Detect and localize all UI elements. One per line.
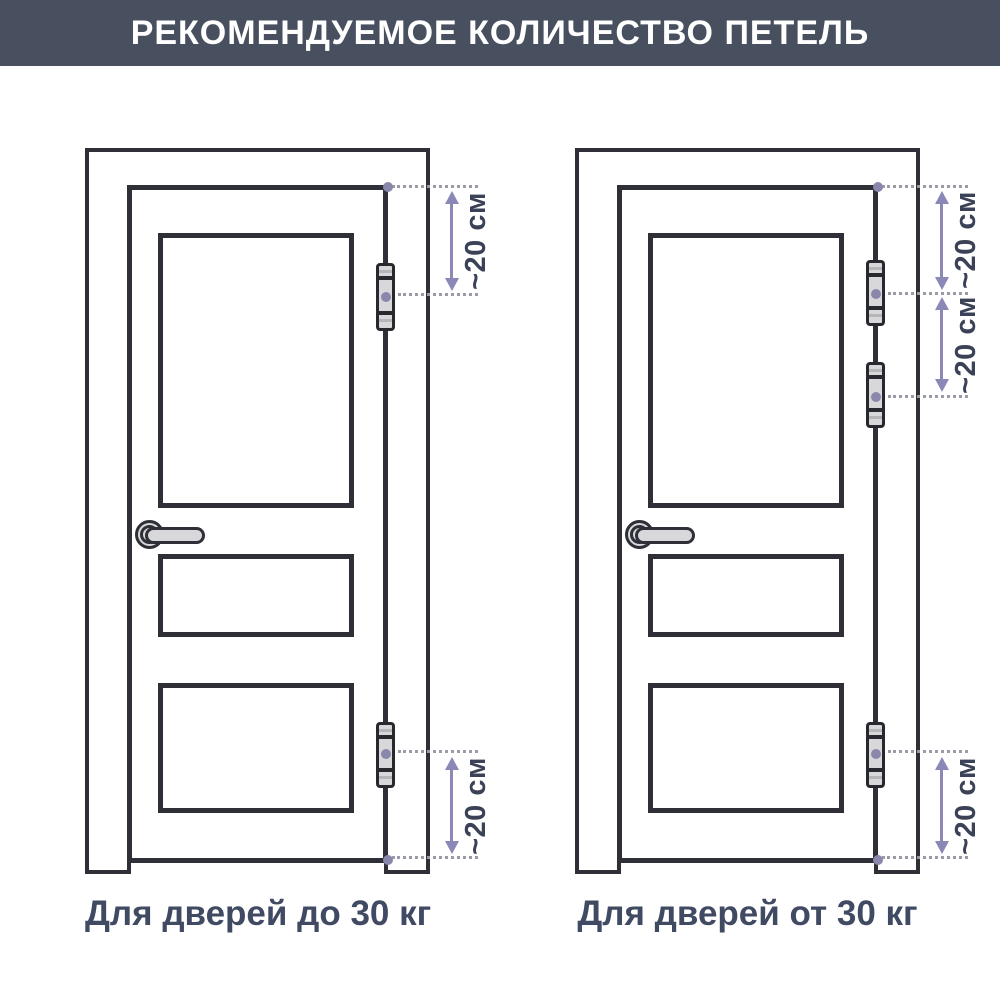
marker-dot [381,292,391,302]
door-frame-lintel [575,148,920,190]
caption-up-to-30kg: Для дверей до 30 кг [85,894,432,933]
door-frame-left-jamb [85,148,131,874]
door-panel-top [648,233,844,508]
marker-dot [873,182,883,192]
double-arrow-icon [935,297,949,392]
dim-label-left-top: ~20 см [460,192,492,290]
marker-dot [871,749,881,759]
door-panel-middle [158,554,354,637]
caption-over-30kg: Для дверей от 30 кг [577,894,918,933]
dim-label-right-top: ~20 см [950,191,982,289]
page-title: РЕКОМЕНДУЕМОЕ КОЛИЧЕСТВО ПЕТЕЛЬ [130,13,870,52]
door-handle-lever [145,527,205,544]
double-arrow-icon [935,757,949,854]
header-bar [0,0,1000,66]
door-panel-middle [648,554,844,637]
door-diagram-up-to-30kg [85,148,430,874]
door-diagram-over-30kg [575,148,920,874]
door-handle-lever [635,527,695,544]
marker-dot [871,392,881,402]
double-arrow-icon [445,757,459,854]
door-panel-bottom [648,683,844,813]
door-panel-top [158,233,354,508]
double-arrow-icon [935,191,949,290]
dim-label-left-bottom: ~20 см [460,757,492,855]
door-panel-bottom [158,683,354,813]
door-frame-left-jamb [575,148,621,874]
marker-dot [383,182,393,192]
double-arrow-icon [445,191,459,291]
marker-dot [381,749,391,759]
door-frame-lintel [85,148,430,190]
marker-dot [873,855,883,865]
marker-dot [871,289,881,299]
dim-label-right-bottom: ~20 см [950,757,982,855]
dim-label-right-second: ~20 см [950,296,982,394]
marker-dot [383,855,393,865]
